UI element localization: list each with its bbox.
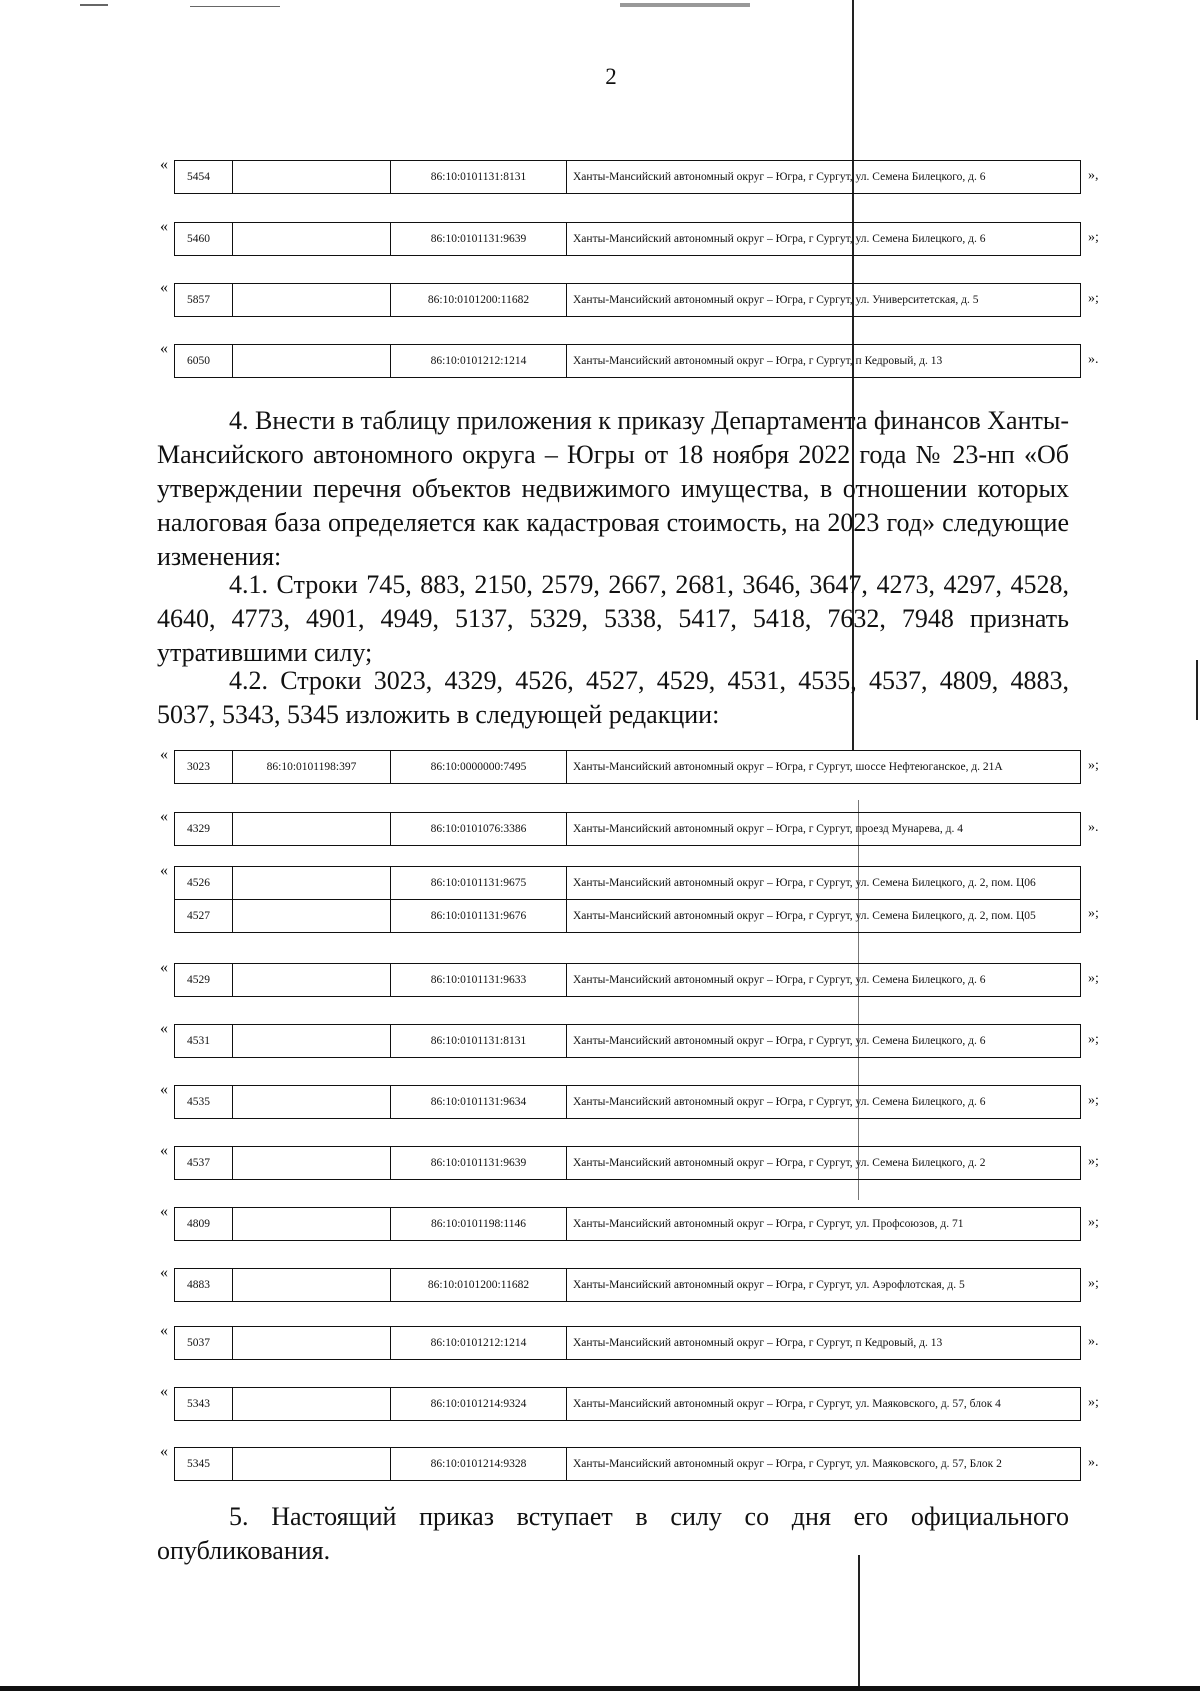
table-row: [175, 1025, 1081, 1058]
cadastral-number-cell: 86:10:0101076:3386: [391, 813, 567, 846]
table-row: [175, 284, 1081, 317]
address-cell: Ханты-Мансийский автономный округ – Югра, г Сургут, ул. Семена Билецкого, д. 2, пом. Ц06: [567, 867, 1081, 900]
table-row: [175, 964, 1081, 997]
closing-quote: ».: [1088, 352, 1099, 367]
address-cell: Ханты-Мансийский автономный округ – Югра, г Сургут, ул. Семена Билецкого, д. 6: [567, 1025, 1081, 1058]
scan-noise-top: [190, 6, 280, 7]
row-number-cell: 4537: [175, 1147, 233, 1180]
address-cell: Ханты-Мансийский автономный округ – Югра, г Сургут, ул. Маяковского, д. 57, блок 4: [567, 1388, 1081, 1421]
paragraph-4-2: 4.2. Строки 3023, 4329, 4526, 4527, 4529, 4531, 4535, 4537, 4809, 4883, 5037, 5343, 5345 изложить в следующей редакции:: [157, 666, 1069, 729]
cadastral-number-cell: 86:10:0101212:1214: [391, 1327, 567, 1360]
row-number-cell: 5857: [175, 284, 233, 317]
cadastral-number-cell: [233, 1269, 391, 1302]
property-table: [174, 1146, 1081, 1180]
cadastral-number-cell: [233, 1086, 391, 1119]
address-cell: Ханты-Мансийский автономный округ – Югра, г Сургут, шоссе Нефтеюганское, д. 21А: [567, 751, 1081, 784]
scan-noise-top: [80, 4, 108, 6]
cadastral-number-cell: 86:10:0101131:9639: [391, 1147, 567, 1180]
scan-edge-line: [1196, 660, 1198, 720]
row-number-cell: 4329: [175, 813, 233, 846]
table-row: [175, 1327, 1081, 1360]
opening-quote: «: [160, 1264, 168, 1281]
table-block: [0, 218, 1200, 262]
opening-quote: «: [160, 862, 168, 879]
cadastral-number-cell: 86:10:0101214:9324: [391, 1388, 567, 1421]
cadastral-number-cell: [233, 1448, 391, 1481]
property-table: [174, 1085, 1081, 1119]
row-number-cell: 4529: [175, 964, 233, 997]
property-table: [174, 222, 1081, 256]
paragraph-4-1: 4.1. Строки 745, 883, 2150, 2579, 2667, 2681, 3646, 3647, 4273, 4297, 4528, 4640, 4773, 4901, 4949, 5137, 5329, 5338, 5417, 5418, 7632, 7948 признать утратившими силу;: [157, 570, 1069, 667]
table-row: [175, 223, 1081, 256]
cadastral-number-cell: 86:10:0101198:397: [233, 751, 391, 784]
cadastral-number-cell: 86:10:0101198:1146: [391, 1208, 567, 1241]
cadastral-number-cell: [233, 964, 391, 997]
table-row: [175, 867, 1081, 900]
opening-quote: «: [160, 1203, 168, 1220]
closing-quote: »;: [1088, 1154, 1099, 1169]
table-row: [175, 1208, 1081, 1241]
property-table: [174, 963, 1081, 997]
opening-quote: «: [160, 279, 168, 296]
row-number-cell: 5037: [175, 1327, 233, 1360]
property-table: [174, 866, 1081, 933]
table-block: [0, 959, 1200, 1003]
cadastral-number-cell: 86:10:0101212:1214: [391, 345, 567, 378]
paragraph-4: 4. Внести в таблицу приложения к приказу Департамента финансов Ханты-Мансийского автономного округа – Югры от 18 ноября 2022 года № 23-нп «Об утверждении перечня объектов недвижимого имущества, в отношении которых налоговая база определяется как кадастровая стоимость, на 2023 год» следующие изменения:: [157, 406, 1069, 571]
property-table: [174, 283, 1081, 317]
cadastral-number-cell: [233, 1147, 391, 1180]
address-cell: Ханты-Мансийский автономный округ – Югра, г Сургут, проезд Мунарева, д. 4: [567, 813, 1081, 846]
property-table: [174, 1268, 1081, 1302]
closing-quote: »;: [1088, 1215, 1099, 1230]
cadastral-number-cell: 86:10:0101200:11682: [391, 284, 567, 317]
table-row: [175, 345, 1081, 378]
page-number: 2: [605, 64, 617, 89]
table-block: [0, 340, 1200, 384]
address-cell: Ханты-Мансийский автономный округ – Югра, г Сургут, ул. Семена Билецкого, д. 2, пом. Ц05: [567, 900, 1081, 933]
table-block: [0, 1264, 1200, 1308]
table-row: [175, 161, 1081, 194]
table-row: [175, 1448, 1081, 1481]
row-number-cell: 4809: [175, 1208, 233, 1241]
address-cell: Ханты-Мансийский автономный округ – Югра, г Сургут, ул. Семена Билецкого, д. 6: [567, 964, 1081, 997]
address-cell: Ханты-Мансийский автономный округ – Югра, г Сургут, ул. Семена Билецкого, д. 6: [567, 1086, 1081, 1119]
closing-quote: »;: [1088, 758, 1099, 773]
row-number-cell: 5343: [175, 1388, 233, 1421]
row-number-cell: 4526: [175, 867, 233, 900]
address-cell: Ханты-Мансийский автономный округ – Югра, г Сургут, ул. Профсоюзов, д. 71: [567, 1208, 1081, 1241]
opening-quote: «: [160, 808, 168, 825]
cadastral-number-cell: 86:10:0101131:9639: [391, 223, 567, 256]
cadastral-number-cell: [233, 345, 391, 378]
table-row: [175, 1147, 1081, 1180]
table-block: [0, 1020, 1200, 1064]
cadastral-number-cell: 86:10:0101131:9633: [391, 964, 567, 997]
address-cell: Ханты-Мансийский автономный округ – Югра, г Сургут, ул. Семена Билецкого, д. 6: [567, 161, 1081, 194]
property-table: [174, 160, 1081, 194]
table-row: [175, 900, 1081, 933]
table-block: [0, 1203, 1200, 1247]
cadastral-number-cell: 86:10:0101131:9675: [391, 867, 567, 900]
scan-vertical-line: [858, 1555, 860, 1690]
cadastral-number-cell: [233, 223, 391, 256]
address-cell: Ханты-Мансийский автономный округ – Югра, г Сургут, ул. Университетская, д. 5: [567, 284, 1081, 317]
cadastral-number-cell: [233, 1025, 391, 1058]
opening-quote: «: [160, 218, 168, 235]
opening-quote: «: [160, 959, 168, 976]
address-cell: Ханты-Мансийский автономный округ – Югра, г Сургут, ул. Аэрофлотская, д. 5: [567, 1269, 1081, 1302]
closing-quote: ».: [1088, 1455, 1099, 1470]
closing-quote: »,: [1088, 168, 1099, 183]
property-table: [174, 750, 1081, 784]
cadastral-number-cell: [233, 1327, 391, 1360]
property-table: [174, 344, 1081, 378]
cadastral-number-cell: [233, 1388, 391, 1421]
closing-quote: »;: [1088, 1093, 1099, 1108]
closing-quote: »;: [1088, 230, 1099, 245]
cadastral-number-cell: 86:10:0000000:7495: [391, 751, 567, 784]
address-cell: Ханты-Мансийский автономный округ – Югра, г Сургут, ул. Семена Билецкого, д. 2: [567, 1147, 1081, 1180]
table-block: [0, 746, 1200, 790]
opening-quote: «: [160, 1020, 168, 1037]
cadastral-number-cell: [233, 161, 391, 194]
address-cell: Ханты-Мансийский автономный округ – Югра, г Сургут, п Кедровый, д. 13: [567, 1327, 1081, 1360]
table-row: [175, 1269, 1081, 1302]
address-cell: Ханты-Мансийский автономный округ – Югра, г Сургут, п Кедровый, д. 13: [567, 345, 1081, 378]
closing-quote: »;: [1088, 1395, 1099, 1410]
table-block: [0, 1081, 1200, 1125]
property-table: [174, 1207, 1081, 1241]
scan-noise-top: [620, 3, 750, 7]
address-cell: Ханты-Мансийский автономный округ – Югра, г Сургут, ул. Семена Билецкого, д. 6: [567, 223, 1081, 256]
table-row: [175, 751, 1081, 784]
cadastral-number-cell: 86:10:0101200:11682: [391, 1269, 567, 1302]
opening-quote: «: [160, 156, 168, 173]
paragraph-5: 5. Настоящий приказ вступает в силу со дня его официального опубликования.: [157, 1502, 1069, 1565]
opening-quote: «: [160, 1383, 168, 1400]
row-number-cell: 5345: [175, 1448, 233, 1481]
closing-quote: »;: [1088, 971, 1099, 986]
cadastral-number-cell: [233, 867, 391, 900]
table-block: [0, 156, 1200, 200]
row-number-cell: 5460: [175, 223, 233, 256]
row-number-cell: 4531: [175, 1025, 233, 1058]
cadastral-number-cell: [233, 284, 391, 317]
closing-quote: »;: [1088, 906, 1099, 921]
cadastral-number-cell: [233, 1208, 391, 1241]
table-block: [0, 279, 1200, 323]
table-block: [0, 808, 1200, 852]
table-row: [175, 1086, 1081, 1119]
scan-bottom-edge: [0, 1686, 1200, 1691]
property-table: [174, 1024, 1081, 1058]
table-block: [0, 1383, 1200, 1427]
opening-quote: «: [160, 746, 168, 763]
row-number-cell: 6050: [175, 345, 233, 378]
cadastral-number-cell: [233, 900, 391, 933]
row-number-cell: 4527: [175, 900, 233, 933]
row-number-cell: 4883: [175, 1269, 233, 1302]
row-number-cell: 4535: [175, 1086, 233, 1119]
property-table: [174, 812, 1081, 846]
property-table: [174, 1326, 1081, 1360]
closing-quote: »;: [1088, 291, 1099, 306]
table-row: [175, 1388, 1081, 1421]
closing-quote: »;: [1088, 1276, 1099, 1291]
address-cell: Ханты-Мансийский автономный округ – Югра, г Сургут, ул. Маяковского, д. 57, Блок 2: [567, 1448, 1081, 1481]
opening-quote: «: [160, 340, 168, 357]
table-block: [0, 1142, 1200, 1186]
table-block: [0, 1443, 1200, 1487]
cadastral-number-cell: 86:10:0101214:9328: [391, 1448, 567, 1481]
opening-quote: «: [160, 1142, 168, 1159]
closing-quote: ».: [1088, 1334, 1099, 1349]
table-row: [175, 813, 1081, 846]
opening-quote: «: [160, 1443, 168, 1460]
cadastral-number-cell: 86:10:0101131:9676: [391, 900, 567, 933]
cadastral-number-cell: 86:10:0101131:8131: [391, 161, 567, 194]
closing-quote: ».: [1088, 820, 1099, 835]
row-number-cell: 5454: [175, 161, 233, 194]
closing-quote: »;: [1088, 1032, 1099, 1047]
cadastral-number-cell: 86:10:0101131:8131: [391, 1025, 567, 1058]
cadastral-number-cell: [233, 813, 391, 846]
opening-quote: «: [160, 1322, 168, 1339]
table-block: [0, 1322, 1200, 1366]
property-table: [174, 1387, 1081, 1421]
cadastral-number-cell: 86:10:0101131:9634: [391, 1086, 567, 1119]
row-number-cell: 3023: [175, 751, 233, 784]
property-table: [174, 1447, 1081, 1481]
table-block: [0, 862, 1200, 922]
opening-quote: «: [160, 1081, 168, 1098]
